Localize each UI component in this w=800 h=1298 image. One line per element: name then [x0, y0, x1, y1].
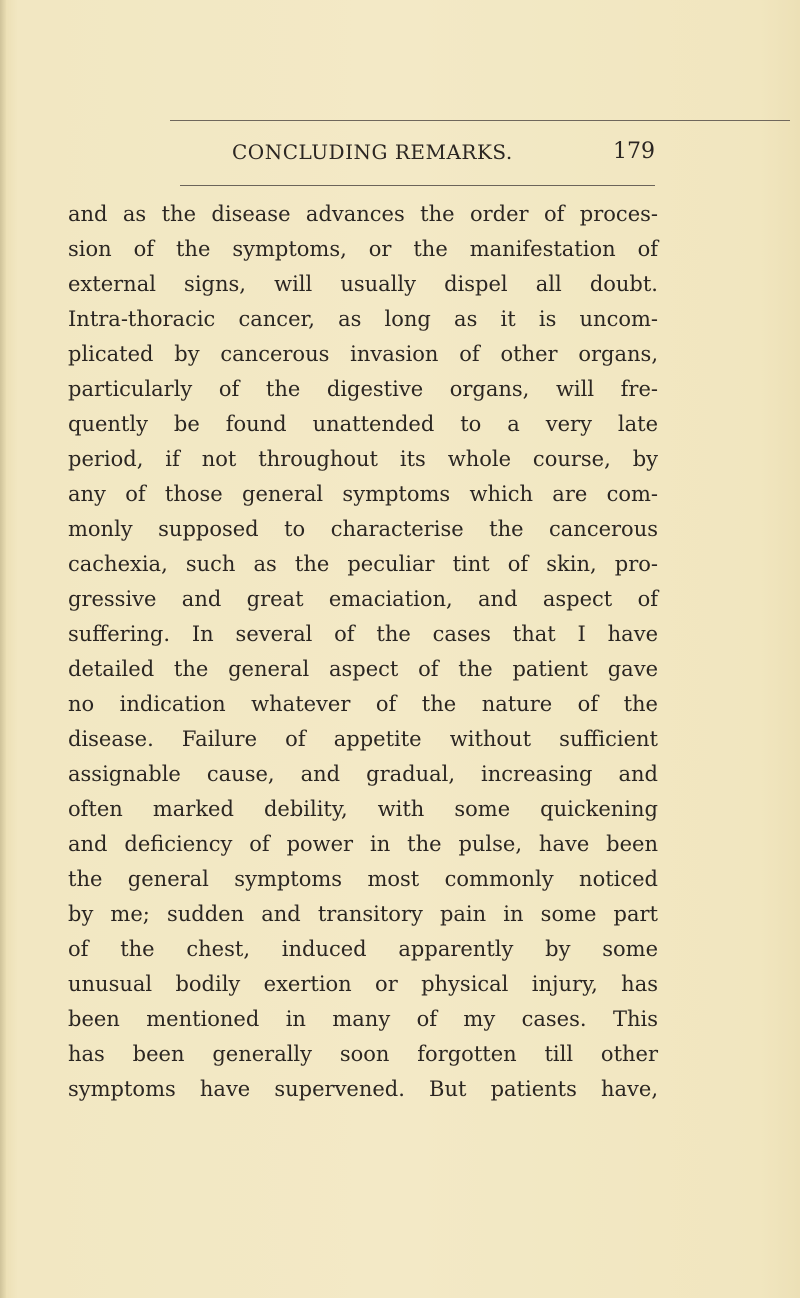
text-line: the general symptoms most commonly noticed [68, 867, 658, 891]
text-line: period, if not throughout its whole course, by [68, 447, 658, 471]
text-line: external signs, will usually dispel all doubt. [68, 272, 658, 296]
text-line: unusual bodily exertion or physical injury, has [68, 972, 658, 996]
text-line: often marked debility, with some quickening [68, 797, 658, 821]
text-line: symptoms have supervened. But patients have, [68, 1077, 658, 1101]
page-edge [0, 0, 6, 1298]
page-number: 179 [613, 139, 655, 164]
running-head: CONCLUDING REMARKS. [232, 140, 513, 164]
text-line: no indication whatever of the nature of the [68, 692, 658, 716]
text-line: detailed the general aspect of the patient gave [68, 657, 658, 681]
text-line: particularly of the digestive organs, will fre- [68, 377, 658, 401]
text-line: sion of the symptoms, or the manifestation of [68, 237, 658, 261]
text-line: suffering. In several of the cases that I have [68, 622, 658, 646]
body-text [68, 197, 658, 1107]
text-line: Intra-thoracic cancer, as long as it is uncom- [68, 307, 658, 331]
text-line: of the chest, induced apparently by some [68, 937, 658, 961]
text-line: and as the disease advances the order of proces- [68, 202, 658, 226]
text-line: disease. Failure of appetite without sufficient [68, 727, 658, 751]
text-line: cachexia, such as the peculiar tint of skin, pro- [68, 552, 658, 576]
text-line: been mentioned in many of my cases. This [68, 1007, 658, 1031]
text-line: by me; sudden and transitory pain in some part [68, 902, 658, 926]
text-line: quently be found unattended to a very late [68, 412, 658, 436]
text-line: monly supposed to characterise the cancerous [68, 517, 658, 541]
text-line: assignable cause, and gradual, increasing and [68, 762, 658, 786]
text-line: gressive and great emaciation, and aspect of [68, 587, 658, 611]
text-line: and deficiency of power in the pulse, have been [68, 832, 658, 856]
text-line: plicated by cancerous invasion of other organs, [68, 342, 658, 366]
text-line: has been generally soon forgotten till other [68, 1042, 658, 1066]
header-rule [180, 185, 655, 186]
top-rule [170, 120, 790, 121]
text-line: any of those general symptoms which are com- [68, 482, 658, 506]
page-header [60, 139, 655, 165]
